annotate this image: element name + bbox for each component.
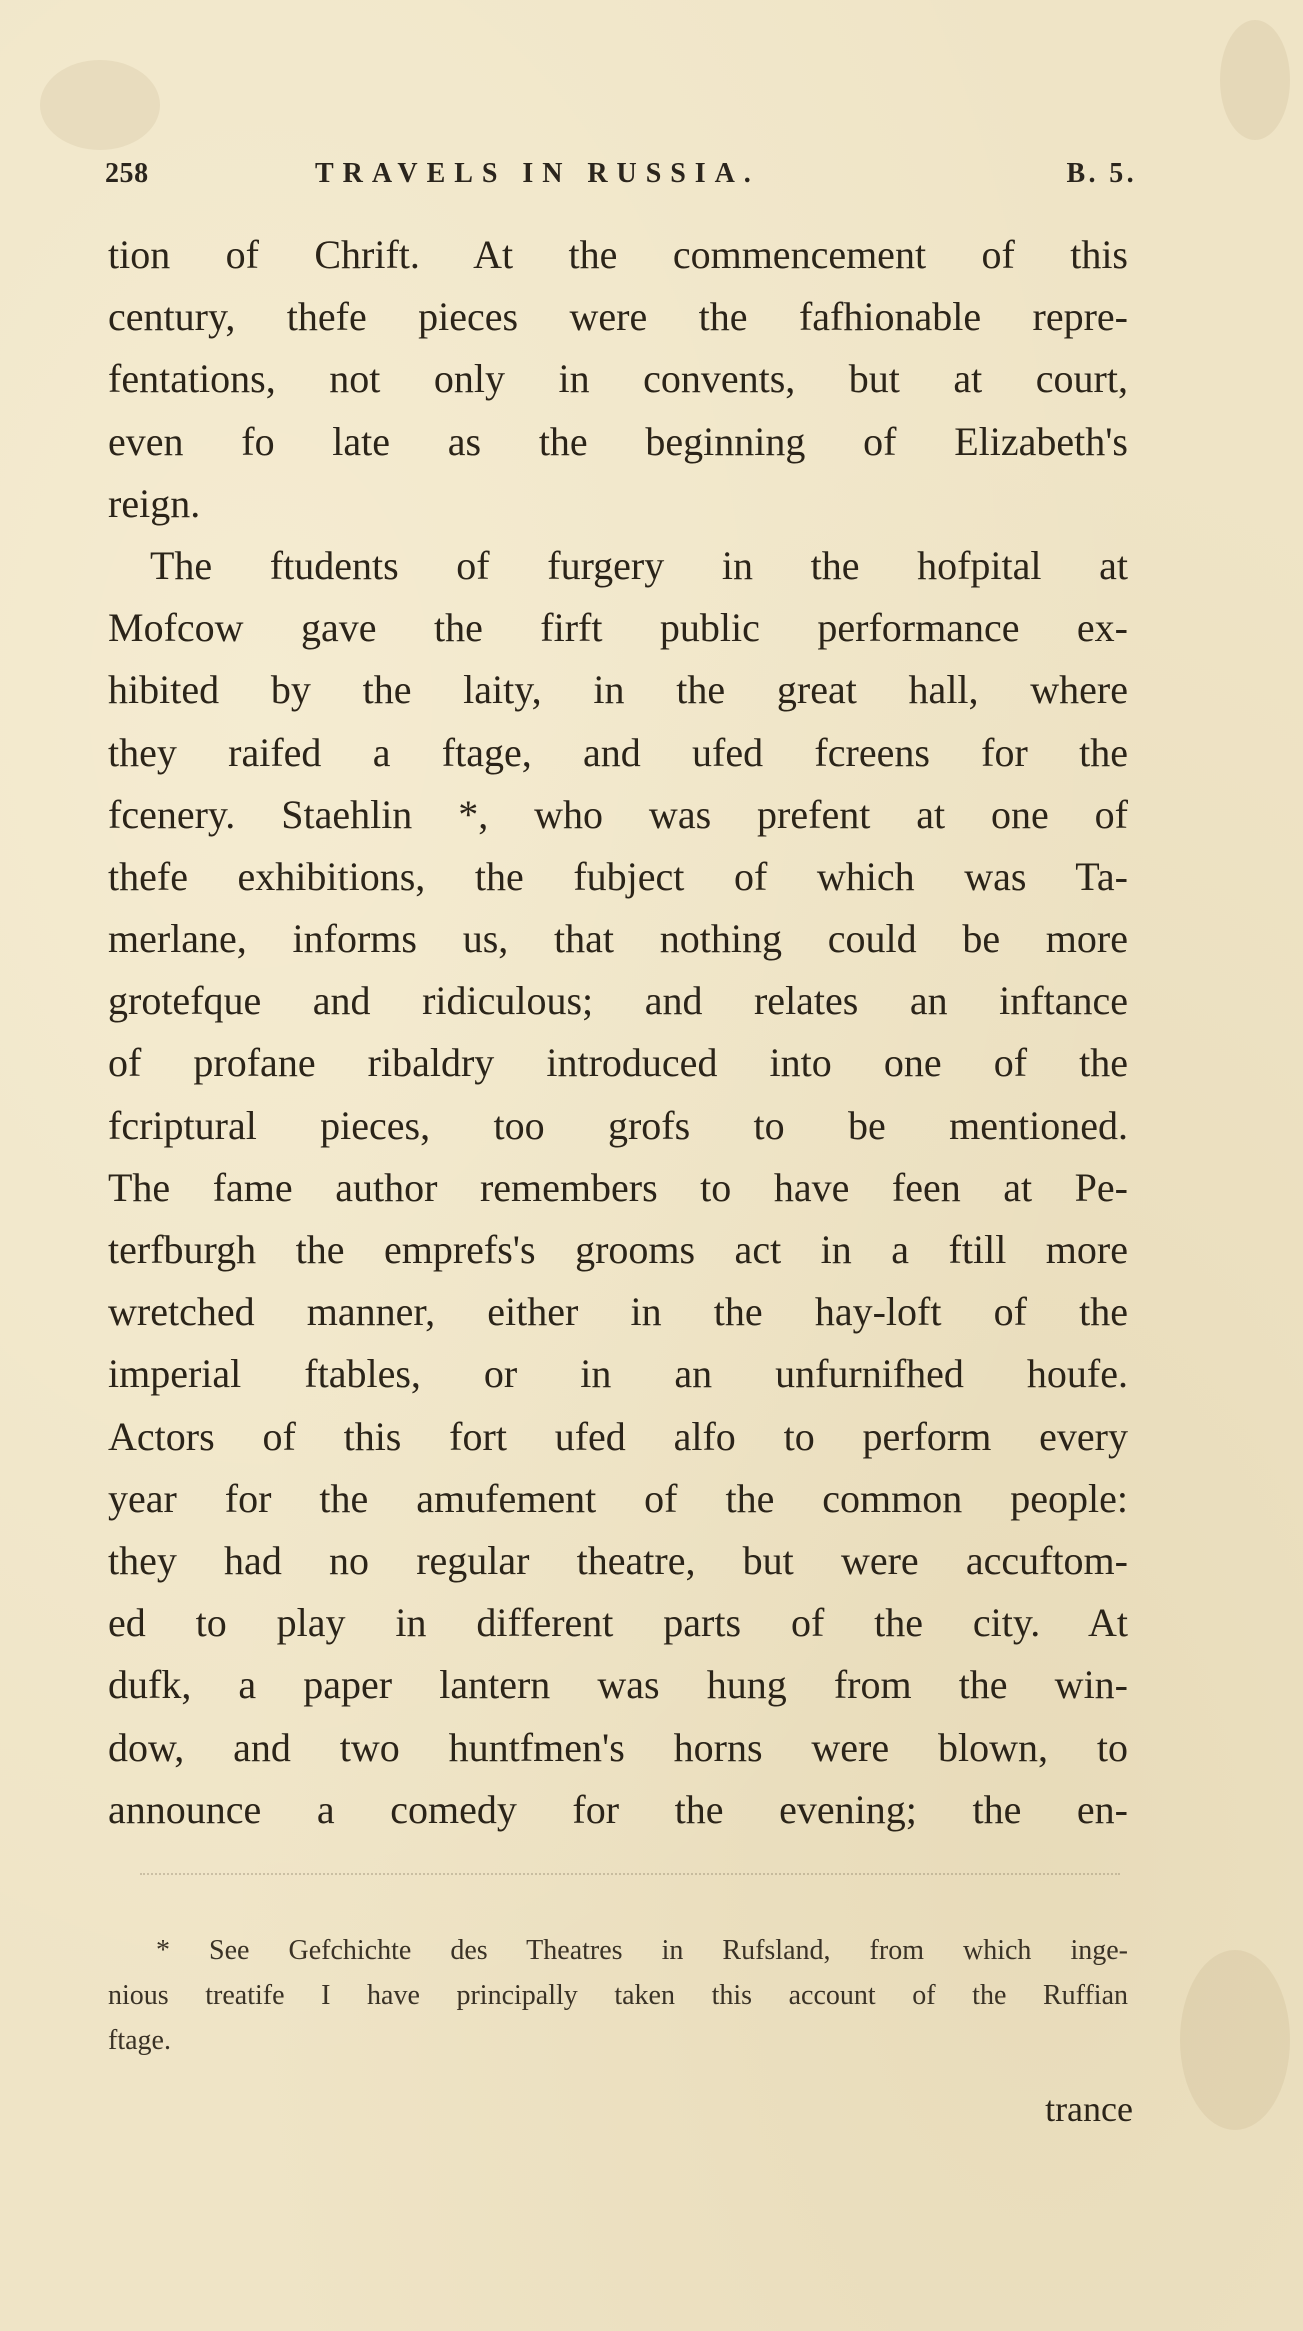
text-line: they raifed a ftage, and ufed fcreens for the [108,729,1128,775]
running-title: TRAVELS IN RUSSIA. [315,158,760,189]
footnote-line: nious treatife I have principally taken this account of the Ruffian [108,1980,1128,2011]
text-line: merlane, informs us, that nothing could be more [108,916,1128,962]
text-line: century, thefe pieces were the fafhionable repre- [108,294,1128,340]
text-line: Mofcow gave the firft public performance ex- [108,605,1128,651]
running-head [105,158,1137,198]
text-line: terfburgh the emprefs's grooms act in a ftill more [108,1227,1128,1272]
paper-stain [1180,1950,1290,2130]
footnote-divider [140,1873,1120,1875]
catchword: trance [1045,2089,1133,2129]
paper-stain [1220,20,1290,140]
text-line: wretched manner, either in the hay-loft of the [108,1289,1128,1335]
text-line: hibited by the laity, in the great hall, where [108,667,1128,713]
text-line: dufk, a paper lantern was hung from the win- [108,1662,1128,1708]
footnote [108,1928,1128,2063]
text-line: ed to play in different parts of the city. At [108,1600,1128,1646]
text-line: even fo late as the beginning of Elizabeth's [108,418,1128,464]
text-line: fcriptural pieces, too grofs to be mentioned. [108,1102,1128,1148]
footnote-line: ftage. [108,2025,171,2056]
book-marker: B. 5. [1066,158,1137,189]
page-number: 258 [105,158,149,189]
text-line: of profane ribaldry introduced into one of the [108,1040,1128,1086]
text-line: fcenery. Staehlin *, who was prefent at one of [108,791,1128,837]
text-line: dow, and two huntfmen's horns were blown, to [108,1724,1128,1770]
text-line: year for the amufement of the common people: [108,1475,1128,1521]
text-line: Actors of this fort ufed alfo to perform every [108,1413,1128,1459]
text-line: fentations, not only in convents, but at court, [108,356,1128,402]
text-line: announce a comedy for the evening; the en- [108,1786,1128,1832]
body-text [108,224,1128,1841]
paper-stain [40,60,160,150]
text-line: The ftudents of furgery in the hofpital at [150,542,1128,588]
text-line: reign. [108,480,201,526]
text-line: tion of Chrift. At the commencement of this [108,232,1128,277]
footnote-line: * See Gefchichte des Theatres in Rufsland, from which inge- [156,1935,1128,1966]
text-line: imperial ftables, or in an unfurnifhed houfe. [108,1351,1128,1397]
text-line: grotefque and ridiculous; and relates an inftance [108,978,1128,1024]
text-line: they had no regular theatre, but were accuftom- [108,1537,1128,1583]
text-line: thefe exhibitions, the fubject of which was Ta- [108,853,1128,899]
text-line: The fame author remembers to have feen at Pe- [108,1164,1128,1210]
